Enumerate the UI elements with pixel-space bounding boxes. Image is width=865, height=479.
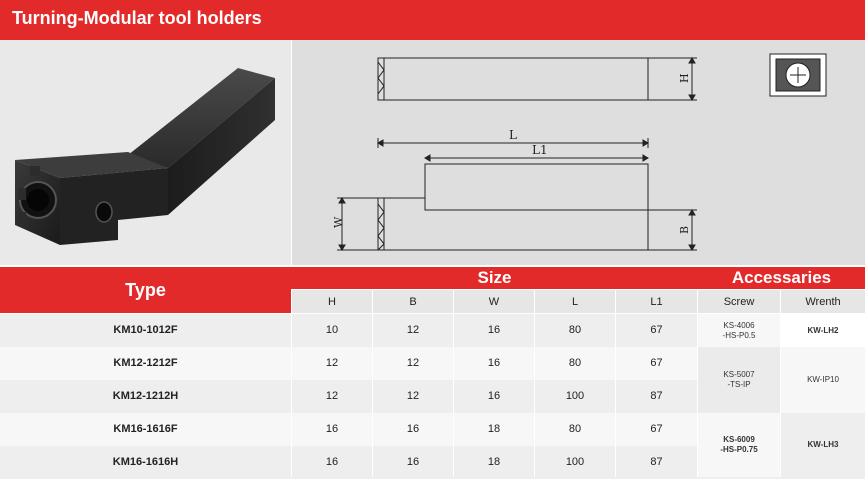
h-cell: 16 bbox=[325, 456, 339, 468]
w-cell: 16 bbox=[487, 357, 501, 369]
screw-cell: KS-5007 -TS-IP bbox=[723, 370, 755, 389]
col-screw: Screw bbox=[698, 290, 780, 313]
l1-cell: 67 bbox=[650, 324, 663, 336]
screw-cell: KS-4006 -HS-P0.5 bbox=[722, 320, 756, 340]
b-cell: 12 bbox=[406, 357, 420, 369]
title-bar bbox=[0, 0, 865, 40]
col-l: L bbox=[535, 290, 615, 313]
col-w: W bbox=[454, 290, 534, 313]
h-cell: 12 bbox=[325, 390, 339, 402]
wrench-cell: KW-IP10 bbox=[807, 375, 839, 384]
l1-label: L1 bbox=[532, 143, 548, 157]
type-cell: KM16-1616H bbox=[112, 456, 179, 468]
h-cell: 16 bbox=[325, 423, 339, 435]
w-cell: 16 bbox=[487, 324, 501, 336]
col-h: H bbox=[292, 290, 372, 313]
type-cell: KM10-1012F bbox=[113, 324, 178, 336]
wrench-cell: KW-LH3 bbox=[807, 440, 839, 449]
b-cell: 12 bbox=[406, 390, 420, 402]
col-l1: L1 bbox=[616, 290, 697, 313]
b-cell: 12 bbox=[406, 324, 420, 336]
l-label: L bbox=[509, 128, 517, 142]
w-cell: 18 bbox=[487, 423, 501, 435]
type-cell: KM16-1616F bbox=[113, 423, 178, 435]
col-wrench: Wrenth bbox=[781, 290, 865, 313]
accessories-header: Accessaries bbox=[731, 268, 832, 287]
h-cell: 12 bbox=[325, 357, 339, 369]
w-label: W bbox=[332, 216, 345, 228]
l-cell: 80 bbox=[568, 324, 582, 336]
h-cell: 10 bbox=[325, 324, 339, 336]
type-header: Type bbox=[0, 267, 291, 313]
b-label: B bbox=[678, 225, 691, 234]
b-cell: 16 bbox=[406, 456, 420, 468]
dimension-drawing bbox=[292, 40, 865, 266]
w-cell: 18 bbox=[487, 456, 501, 468]
h-label: H bbox=[678, 73, 691, 83]
page-title: Turning-Modular tool holders bbox=[12, 8, 262, 28]
product-image bbox=[0, 40, 291, 266]
tool-holder-render bbox=[0, 40, 291, 266]
wrench-cell: KW-LH2 bbox=[807, 325, 839, 335]
size-header: Size bbox=[477, 268, 512, 287]
l-cell: 100 bbox=[565, 390, 585, 402]
b-cell: 16 bbox=[406, 423, 420, 435]
type-cell: KM12-1212H bbox=[112, 390, 179, 402]
l1-cell: 67 bbox=[650, 357, 663, 369]
l-cell: 100 bbox=[565, 456, 585, 468]
w-cell: 16 bbox=[487, 390, 501, 402]
technical-drawing bbox=[292, 40, 865, 266]
l1-cell: 87 bbox=[650, 456, 663, 468]
col-b: B bbox=[373, 290, 453, 313]
top-view-outline bbox=[378, 58, 648, 100]
l1-cell: 87 bbox=[650, 390, 663, 402]
screw-cell: KS-6009 -HS-P0.75 bbox=[720, 435, 758, 454]
l-cell: 80 bbox=[568, 357, 582, 369]
type-cell: KM12-1212F bbox=[113, 357, 178, 369]
l1-cell: 67 bbox=[650, 423, 663, 435]
l-cell: 80 bbox=[568, 423, 582, 435]
